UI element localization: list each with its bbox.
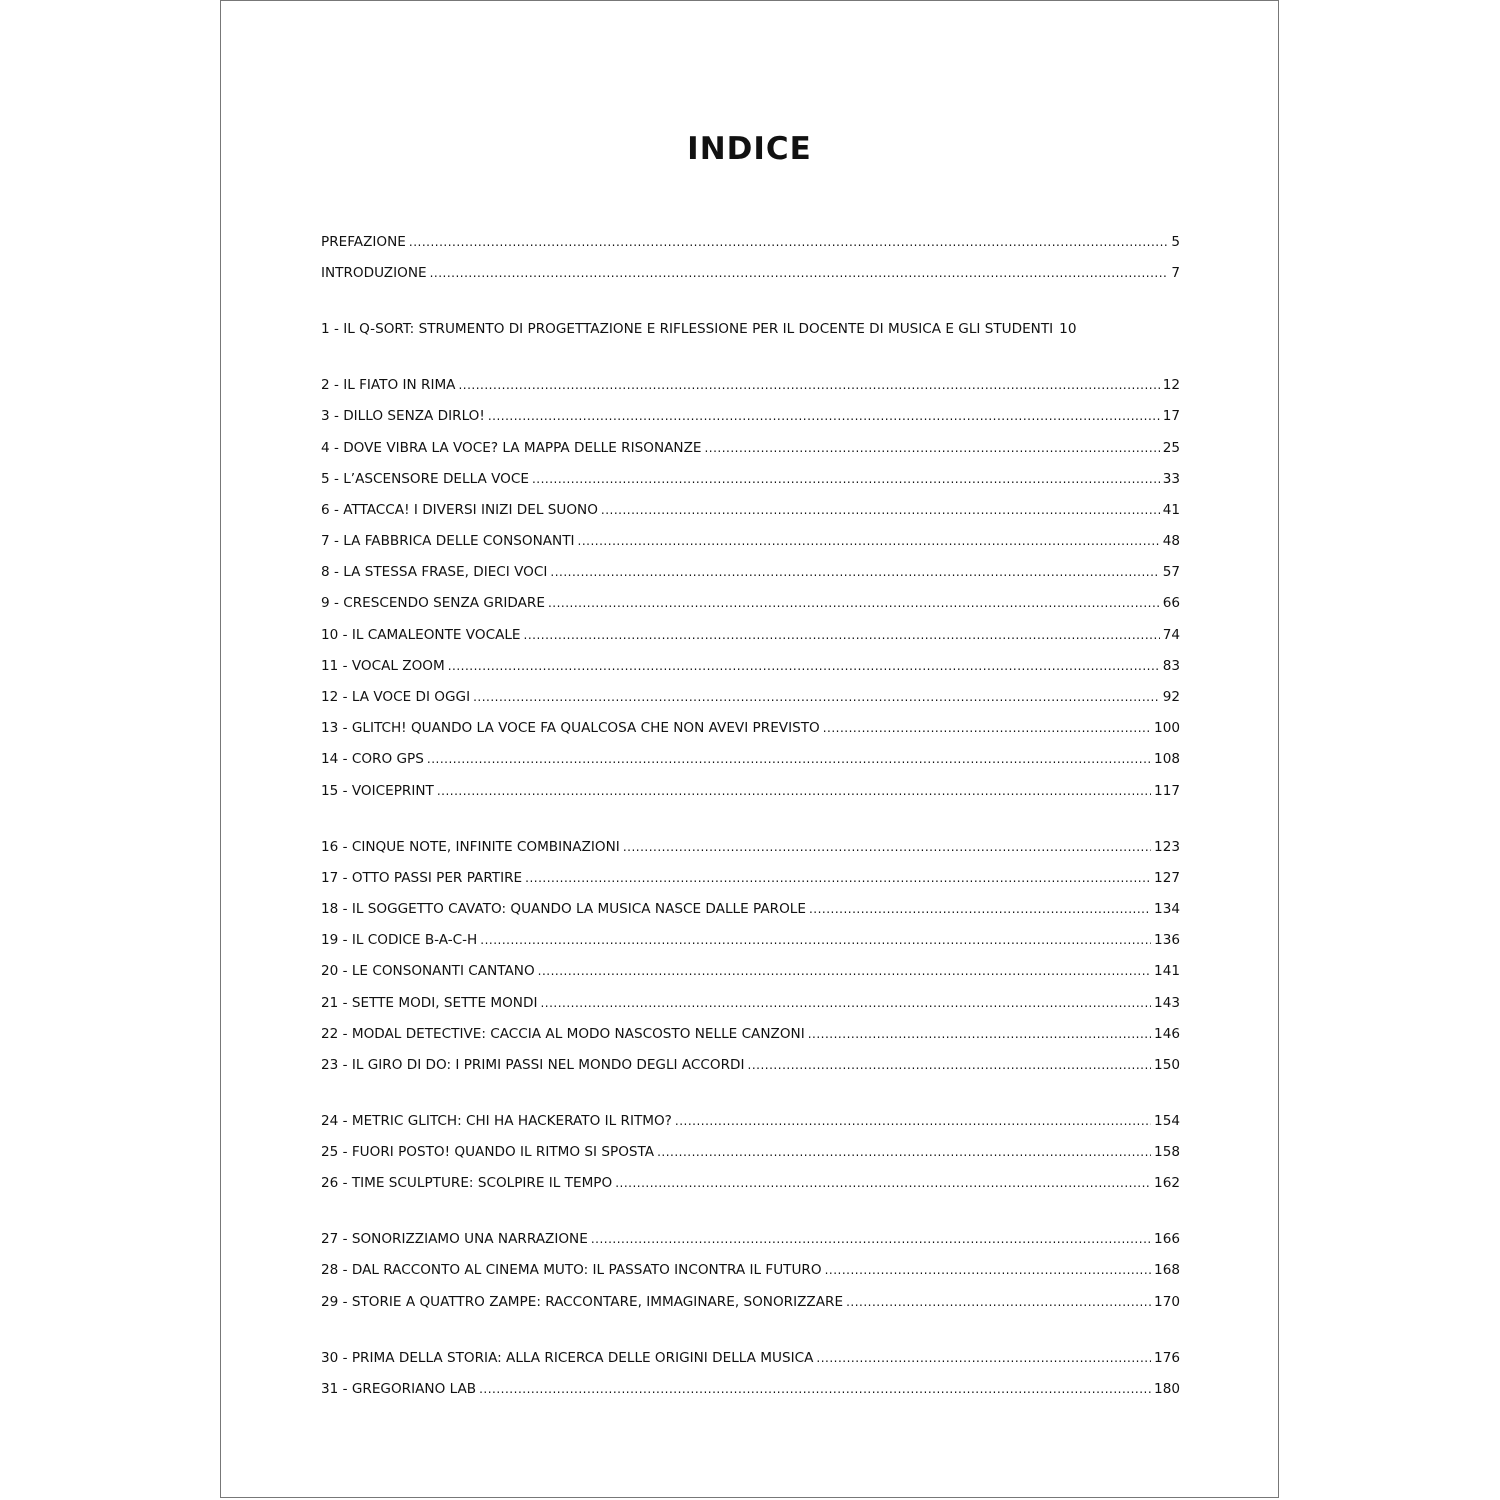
toc-entry-page: 134 [1154,900,1180,917]
toc-entry-page: 154 [1154,1112,1180,1129]
toc-entry[interactable] [321,988,1180,1019]
dot-leader [437,776,1151,807]
toc-entry-page: 123 [1154,838,1180,855]
toc-entry-label: 11 - VOCAL ZOOM [321,657,445,674]
toc-entry-page: 176 [1154,1349,1180,1366]
toc-entry-label: 22 - MODAL DETECTIVE: CACCIA AL MODO NASCOSTO NELLE CANZONI [321,1025,805,1042]
toc-entry[interactable] [321,464,1180,495]
toc-entry[interactable] [321,1106,1180,1137]
toc-entry[interactable] [321,495,1180,526]
page-title: INDICE [687,131,812,167]
dot-leader [488,401,1160,432]
toc-entry-label: 23 - IL GIRO DI DO: I PRIMI PASSI NEL MONDO DEGLI ACCORDI [321,1056,745,1073]
dot-leader [430,258,1169,289]
toc-entry[interactable] [321,863,1180,894]
toc-entry[interactable] [321,1343,1180,1374]
document-page [220,0,1279,1498]
toc-entry-page: 108 [1154,751,1180,768]
toc-entry[interactable] [321,620,1180,651]
toc-entry-label: 7 - LA FABBRICA DELLE CONSONANTI [321,533,575,550]
toc-entry-label: 18 - IL SOGGETTO CAVATO: QUANDO LA MUSICA NASCE DALLE PAROLE [321,900,806,917]
dot-leader [548,588,1160,619]
toc-entry-page: 150 [1154,1056,1180,1073]
toc-entry-page: 146 [1154,1025,1180,1042]
toc-entry-label: 25 - FUORI POSTO! QUANDO IL RITMO SI SPOSTA [321,1144,655,1161]
dot-leader [846,1287,1151,1318]
toc-entry-page: 117 [1154,782,1180,799]
toc-entry-label: 17 - OTTO PASSI PER PARTIRE [321,869,523,886]
toc-entry-page: 83 [1162,657,1180,674]
dot-leader [623,832,1151,863]
toc-entry-page: 92 [1162,689,1180,706]
toc-entry[interactable] [321,1374,1180,1405]
toc-entry[interactable] [321,1019,1180,1050]
toc-entry-page: 48 [1162,533,1180,550]
toc-entry-label: 5 - L’ASCENSORE DELLA VOCE [321,470,529,487]
dot-leader [538,956,1151,987]
toc-entry-page: 7 [1171,265,1180,282]
toc-entry-label: 20 - LE CONSONANTI CANTANO [321,963,535,980]
toc-entry[interactable] [321,682,1180,713]
toc-entry-page: 158 [1154,1144,1180,1161]
toc-entry-label: 2 - IL FIATO IN RIMA [321,377,456,394]
toc-entry-label: 29 - STORIE A QUATTRO ZAMPE: RACCONTARE, IMMAGINARE, SONORIZZARE [321,1293,844,1310]
toc-entry-page: 5 [1171,234,1180,250]
toc-entry[interactable] [321,713,1180,744]
toc-entry-page: 74 [1162,626,1180,643]
toc-entry-page: 162 [1154,1175,1180,1192]
toc-entry-page: 57 [1162,564,1180,581]
toc-entry-page: 127 [1154,869,1180,886]
dot-leader [808,1019,1151,1050]
toc-entry-label: 26 - TIME SCULPTURE: SCOLPIRE IL TEMPO [321,1175,613,1192]
dot-leader [809,894,1151,925]
toc-entry[interactable] [321,832,1180,863]
toc-entry-label: 28 - DAL RACCONTO AL CINEMA MUTO: IL PASSATO INCONTRA IL FUTURO [321,1262,822,1279]
toc-entry[interactable] [321,588,1180,619]
toc-entry-label: 21 - SETTE MODI, SETTE MONDI [321,994,538,1011]
toc-entry-page: 17 [1162,408,1180,425]
dot-leader [448,651,1160,682]
toc-entry[interactable] [321,744,1180,775]
toc-entry-label: 13 - GLITCH! QUANDO LA VOCE FA QUALCOSA CHE NON AVEVI PREVISTO [321,720,820,737]
dot-leader [657,1137,1151,1168]
toc-entry[interactable] [321,956,1180,987]
toc-entry[interactable] [321,227,1180,258]
dot-leader [816,1343,1151,1374]
dot-leader [748,1050,1152,1081]
toc-entry[interactable] [321,1137,1180,1168]
toc-entry-label: 1 - IL Q-SORT: STRUMENTO DI PROGETTAZIONE E RIFLESSIONE PER IL DOCENTE DI MUSICA E GLI STUDENTI [321,321,1054,338]
dot-leader [479,1374,1151,1405]
toc-entry-label: INTRODUZIONE [321,265,427,282]
toc-entry-page: 168 [1154,1262,1180,1279]
dot-leader [591,1224,1151,1255]
toc-entry-page: 12 [1162,377,1180,394]
toc-entry-page: 25 [1162,439,1180,456]
toc-entry-page: 66 [1162,595,1180,612]
dot-leader [823,713,1151,744]
dot-leader [578,526,1160,557]
toc-entry-page: 141 [1154,963,1180,980]
toc-entry-label: 14 - CORO GPS [321,751,424,768]
toc-entry[interactable] [321,1287,1180,1318]
toc-entry[interactable] [321,894,1180,925]
toc-entry-label: 15 - VOICEPRINT [321,782,434,799]
toc-entry-label: 24 - METRIC GLITCH: CHI HA HACKERATO IL RITMO? [321,1112,672,1129]
table-of-contents [321,227,1180,1405]
toc-entry-page: 180 [1154,1380,1180,1397]
toc-entry-page: 33 [1162,470,1180,487]
toc-entry-page: 170 [1154,1293,1180,1310]
toc-entry-label: 16 - CINQUE NOTE, INFINITE COMBINAZIONI [321,838,620,855]
toc-entry-label: 19 - IL CODICE B-A-C-H [321,932,478,949]
toc-entry[interactable] [321,651,1180,682]
toc-entry-label: 31 - GREGORIANO LAB [321,1380,477,1397]
toc-entry[interactable] [321,1224,1180,1255]
toc-entry[interactable] [321,401,1180,432]
dot-leader [704,433,1159,464]
dot-leader [825,1255,1151,1286]
toc-entry-label: PREFAZIONE [321,234,406,250]
toc-entry-label: 6 - ATTACCA! I DIVERSI INIZI DEL SUONO [321,501,598,518]
toc-entry[interactable] [321,1168,1180,1199]
toc-entry[interactable] [321,258,1180,289]
toc-entry-label: 4 - DOVE VIBRA LA VOCE? LA MAPPA DELLE RISONANZE [321,439,702,456]
toc-entry[interactable] [321,370,1180,401]
toc-entry[interactable] [321,1050,1180,1081]
dot-leader [525,863,1151,894]
dot-leader [480,925,1151,956]
toc-entry-page: 143 [1154,994,1180,1011]
dot-leader [615,1168,1151,1199]
toc-entry-label: 30 - PRIMA DELLA STORIA: ALLA RICERCA DELLE ORIGINI DELLA MUSICA [321,1349,814,1366]
toc-entry[interactable] [321,314,1180,345]
toc-entry-page: 136 [1154,932,1180,949]
toc-entry[interactable] [321,776,1180,807]
dot-leader [601,495,1160,526]
toc-entry-label: 9 - CRESCENDO SENZA GRIDARE [321,595,545,612]
toc-entry-label: 3 - DILLO SENZA DIRLO! [321,408,485,425]
toc-entry-label: 10 - IL CAMALEONTE VOCALE [321,626,521,643]
toc-entry[interactable] [321,526,1180,557]
dot-leader [427,744,1151,775]
toc-entry[interactable] [321,925,1180,956]
dot-leader [473,682,1160,713]
toc-entry-page: 100 [1154,720,1180,737]
toc-entry-label: 12 - LA VOCE DI OGGI [321,689,471,706]
toc-entry[interactable] [321,433,1180,464]
dot-leader [550,557,1159,588]
toc-entry-label: 27 - SONORIZZIAMO UNA NARRAZIONE [321,1231,588,1248]
dot-leader [524,620,1160,651]
dot-leader [458,370,1159,401]
dot-leader [540,988,1151,1019]
toc-entry-page: 41 [1162,501,1180,518]
toc-entry-page: 10 [1059,321,1077,338]
toc-entry-label: 8 - LA STESSA FRASE, DIECI VOCI [321,564,548,581]
dot-leader [409,227,1168,258]
toc-entry-page: 166 [1154,1231,1180,1248]
toc-entry[interactable] [321,1255,1180,1286]
toc-entry[interactable] [321,557,1180,588]
dot-leader [532,464,1160,495]
dot-leader [675,1106,1151,1137]
